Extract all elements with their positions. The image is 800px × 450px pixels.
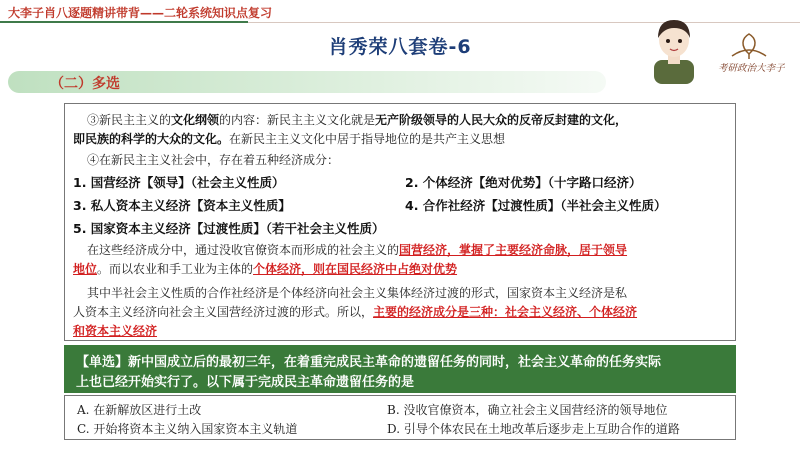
analysis-line-1: 在这些经济成分中，通过没收官僚资本而形成的社会主义的国营经济，掌握了主要经济命脉，居于领导 (87, 243, 628, 257)
culture-line-2: 即民族的科学的大众的文化。在新民主主义文化中居于指导地位的是共产主义思想 (73, 132, 506, 146)
header-divider (0, 21, 248, 23)
economy-item-3: 3. 私人资本主义经济【资本主义性质】 (73, 198, 291, 213)
header-divider-thin (248, 22, 800, 23)
summary-line-3: 和资本主义经济 (73, 324, 158, 338)
economy-item-1: 1. 国营经济【领导】（社会主义性质） (73, 175, 285, 190)
page-title: 肖秀荣八套卷-6 (328, 36, 472, 58)
option-a[interactable]: A. 在新解放区进行土改 (77, 403, 202, 417)
brand-logo (718, 30, 785, 78)
option-c[interactable]: C. 开始将资本主义纳入国家资本主义轨道 (77, 422, 298, 436)
question-panel (64, 345, 736, 393)
avatar (646, 14, 702, 84)
question-line-2: 上也已经开始实行了。以下属于完成民主革命遗留任务的是 (76, 375, 415, 390)
content-panel (64, 103, 736, 341)
analysis-line-2: 地位。而以农业和手工业为主体的个体经济，则在国民经济中占绝对优势 (73, 262, 458, 276)
question-line-1: 【单选】新中国成立后的最初三年，在着重完成民主革命的遗留任务的同时，社会主义革命的任务实际 (76, 355, 662, 370)
economy-item-5: 5. 国家资本主义经济【过渡性质】（若干社会主义性质） (73, 221, 385, 236)
option-d[interactable]: D. 引导个体农民在土地改革后逐步走上互助合作的道路 (387, 422, 680, 436)
summary-line-2: 人资本主义经济向社会主义国营经济过渡的形式。所以，主要的经济成分是三种：社会主义经济、个体经济 (73, 305, 638, 319)
economy-item-4: 4. 合作社经济【过渡性质】（半社会主义性质） (405, 198, 667, 213)
options-panel (64, 395, 736, 440)
economy-item-2: 2. 个体经济【绝对优势】（十字路口经济） (405, 175, 642, 190)
culture-line-1: ③新民主主义的文化纲领的内容：新民主主义文化就是无产阶级领导的人民大众的反帝反封建的文化， (87, 113, 628, 127)
economy-intro: ④在新民主主义社会中，存在着五种经济成分： (87, 153, 340, 167)
seal-icon (718, 30, 780, 60)
section-heading: （二）多选 (50, 76, 120, 92)
summary-line-1: 其中半社会主义性质的合作社经济是个体经济向社会主义集体经济过渡的形式，国家资本主义经济是私 (87, 286, 628, 300)
option-b[interactable]: B. 没收官僚资本，确立社会主义国营经济的领导地位 (387, 403, 668, 417)
brand-text: 考研政治大李子 (718, 63, 785, 74)
series-title: 大李子肖八逐题精讲带背——二轮系统知识点复习 (8, 6, 273, 20)
